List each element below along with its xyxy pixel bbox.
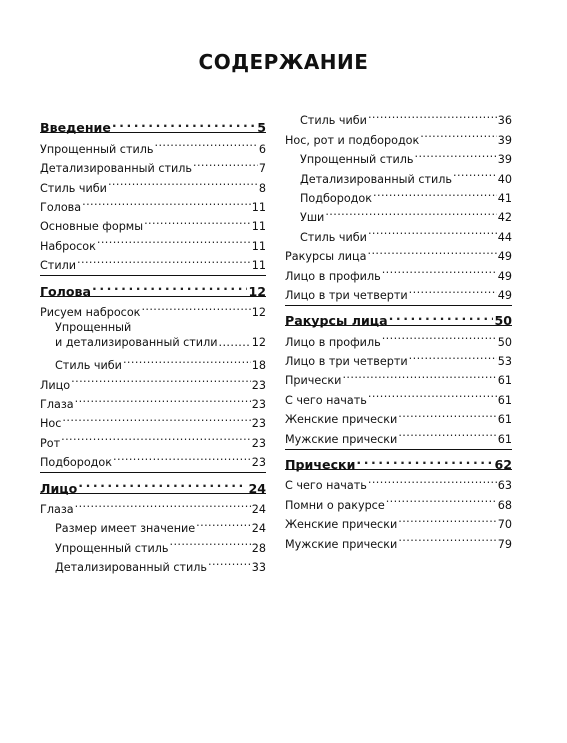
toc-leader-dots	[141, 297, 250, 316]
toc-entry	[285, 260, 512, 283]
toc-entry-label: Лицо в три четверти	[285, 288, 408, 302]
toc-entry-label: Глаза	[40, 398, 74, 412]
toc-leader-dots	[108, 172, 258, 191]
toc-leader-dots	[409, 280, 497, 299]
toc-entry	[40, 192, 266, 214]
toc-page-number: 23	[251, 417, 266, 431]
toc-entry	[40, 447, 266, 470]
toc-page-number: 63	[497, 479, 512, 493]
toc-leader-dots	[398, 404, 497, 423]
toc-page-number: 53	[497, 355, 512, 369]
toc-entry-label: Рот	[40, 436, 61, 450]
toc-leader-dots	[373, 183, 497, 202]
toc-page-number: 8	[258, 181, 266, 195]
toc-section-label: Голова	[40, 283, 92, 299]
toc-subentry	[285, 221, 512, 244]
toc-leader-dots	[368, 470, 497, 489]
toc-entry-label: Детализированный стиль	[40, 162, 193, 176]
toc-leader-dots	[382, 260, 497, 279]
toc-entry	[40, 211, 266, 234]
toc-section-label: Лицо	[40, 480, 78, 496]
toc-section-label: Ракурсы лица	[285, 313, 388, 329]
toc-right-column	[285, 105, 512, 551]
toc-section-heading	[40, 276, 266, 299]
toc-page-number: 50	[494, 313, 512, 329]
toc-leader-dots	[75, 494, 251, 513]
toc-page-number: 11	[251, 220, 266, 234]
toc-entry-label: Стиль чиби	[40, 181, 107, 195]
toc-entry	[285, 384, 512, 407]
toc-page-number: 23	[251, 378, 266, 392]
toc-entry-label: Стиль чиби	[300, 230, 367, 244]
toc-page-number: 39	[497, 153, 512, 167]
toc-entry	[285, 365, 512, 388]
toc-subentry	[285, 202, 512, 225]
toc-leader-dots	[112, 113, 256, 132]
toc-page-number: 36	[497, 114, 512, 128]
toc-page-number: 44	[497, 230, 512, 244]
toc-entry	[285, 528, 512, 551]
toc-subentry	[285, 183, 512, 205]
toc-section-heading	[40, 113, 266, 136]
toc-subentry	[40, 552, 266, 575]
toc-entry-label: Нос	[40, 417, 62, 431]
toc-leader-dots	[169, 532, 250, 551]
toc-leader-dots	[414, 144, 496, 163]
toc-leader-dots	[398, 509, 497, 528]
toc-leader-dots	[61, 427, 251, 446]
toc-leader-dots	[196, 513, 251, 532]
toc-entry-label: С чего начать	[285, 479, 367, 493]
toc-leader-dots	[356, 450, 493, 469]
toc-entry-label: Голова	[40, 200, 82, 214]
toc-leader-dots	[389, 306, 494, 325]
page-title: СОДЕРЖАНИЕ	[198, 50, 369, 74]
toc-entry-label: Помни о ракурсе	[285, 498, 385, 512]
toc-page-number: 28	[251, 541, 266, 555]
toc-page-number: 61	[497, 393, 512, 407]
toc-page-number: 61	[497, 432, 512, 446]
toc-entry-label: С чего начать	[285, 393, 367, 407]
toc-entry	[40, 250, 266, 273]
toc-leader-dots	[382, 326, 497, 345]
toc-entry	[285, 470, 512, 493]
toc-section-label: Прически	[285, 457, 356, 473]
toc-leader-dots	[368, 105, 497, 124]
toc-page-number: 79	[497, 537, 512, 551]
toc-entry-label: Лицо в три четверти	[285, 355, 408, 369]
toc-entry-label: Упрощенный стиль	[55, 541, 169, 555]
toc-section-heading	[285, 450, 512, 473]
toc-page-number: 50	[497, 335, 512, 349]
toc-leader-dots	[113, 447, 251, 466]
toc-leader-dots	[342, 365, 496, 384]
toc-entry	[40, 133, 266, 156]
toc-entry-label: Женские прически	[285, 518, 398, 532]
toc-entry	[40, 153, 266, 176]
toc-entry-label: Детализированный стиль	[300, 172, 453, 186]
toc-page-number: 39	[497, 133, 512, 147]
toc-page-number: 23	[251, 398, 266, 412]
toc-page-number: 23	[251, 436, 266, 450]
toc-leader-dots	[368, 241, 497, 260]
toc-leader-dots	[82, 192, 251, 211]
toc-page-number: 6	[258, 142, 266, 156]
toc-section-heading	[40, 473, 266, 496]
toc-entry-label: Подбородок	[300, 191, 373, 205]
toc-leader-dots	[154, 133, 257, 152]
toc-page-number: 49	[497, 269, 512, 283]
toc-entry	[285, 326, 512, 349]
toc-entry	[285, 124, 512, 147]
toc-page-number: 49	[497, 288, 512, 302]
toc-entry-label: Нос, рот и подбородок	[285, 133, 420, 147]
toc-subentry	[285, 163, 512, 186]
toc-subentry	[285, 144, 512, 167]
toc-entry-label: Лицо	[40, 378, 71, 392]
toc-entry	[40, 297, 266, 319]
toc-page-number: 11	[251, 259, 266, 273]
toc-entry-label: Глаза	[40, 503, 74, 517]
toc-page-number: 33	[251, 561, 266, 575]
toc-page-number: 61	[497, 413, 512, 427]
toc-leader-dots	[78, 473, 247, 492]
toc-page-number: 11	[251, 200, 266, 214]
toc-leader-dots	[123, 350, 251, 369]
toc-entry-label: Детализированный стиль	[55, 561, 208, 575]
toc-leader-dots	[409, 346, 497, 365]
toc-page-number: 41	[497, 191, 512, 205]
toc-entry-label: Уши	[300, 211, 325, 225]
toc-entry	[40, 494, 266, 517]
toc-entry-label: Упрощенный стиль	[40, 142, 154, 156]
toc-entry-label: Лицо в профиль	[285, 269, 381, 283]
toc-page-number: 18	[251, 359, 266, 373]
toc-section-label: Введение	[40, 120, 111, 136]
toc-page-number: 42	[497, 211, 512, 225]
toc-entry	[285, 509, 512, 532]
toc-entry-label: Женские прически	[285, 413, 398, 427]
toc-entry	[285, 489, 512, 512]
toc-entry	[285, 241, 512, 264]
toc-leader-dots	[368, 221, 497, 240]
toc-entry	[40, 389, 266, 412]
toc-leader-dots	[62, 408, 250, 427]
toc-entry-label: Лицо в профиль	[285, 335, 381, 349]
toc-entry-label: Размер имеет значение	[55, 522, 196, 536]
toc-page-number: 61	[497, 374, 512, 388]
toc-leader-dots	[144, 211, 251, 230]
toc-entry	[285, 280, 512, 302]
toc-leader-dots	[420, 124, 496, 143]
toc-subentry	[40, 513, 266, 536]
toc-page-number: 40	[497, 172, 512, 186]
toc-leader-dots	[325, 202, 496, 221]
toc-page-number: 23	[251, 456, 266, 470]
toc-leader-dots	[193, 153, 258, 172]
toc-leader-dots	[77, 250, 251, 269]
toc-subentry	[285, 105, 512, 128]
toc-page-number: 5	[257, 120, 266, 136]
toc-entry-label: Стиль чиби	[300, 114, 367, 128]
toc-entry	[285, 346, 512, 369]
toc-leader-dots	[75, 389, 251, 408]
toc-entry-label: Набросок	[40, 239, 96, 253]
toc-entry-label: Ракурсы лица	[285, 250, 367, 264]
toc-entry	[40, 230, 266, 253]
toc-entry-label: Упрощенный и детализированный стили	[55, 320, 218, 349]
toc-page-number: 11	[251, 239, 266, 253]
toc-page-number: 68	[497, 498, 512, 512]
toc-entry-label: Подбородок	[40, 456, 113, 470]
toc-leader-dots	[97, 230, 251, 249]
toc-page-number: 12	[251, 305, 266, 319]
toc-page-number: 62	[494, 457, 512, 473]
toc-section-heading	[285, 306, 512, 329]
toc-page-number: 12	[251, 335, 266, 349]
toc-entry-label: Мужские прически	[285, 537, 398, 551]
toc-entry-label: Основные формы	[40, 220, 144, 234]
toc-page-number: 24	[251, 522, 266, 536]
toc-leader-dots	[92, 276, 247, 295]
toc-leader-dots	[398, 528, 496, 547]
toc-entry	[40, 172, 266, 195]
toc-entry-label: Упрощенный стиль	[300, 153, 414, 167]
toc-page-number: 7	[258, 162, 266, 176]
toc-entry	[40, 427, 266, 450]
toc-leader-dots	[219, 335, 251, 350]
toc-leader-dots	[398, 423, 496, 442]
toc-entry-label: Рисуем набросок	[40, 305, 141, 319]
toc-subentry	[40, 532, 266, 555]
toc-entry-label: Мужские прически	[285, 432, 398, 446]
toc-page-number: 70	[497, 518, 512, 532]
toc-page-number: 12	[248, 283, 266, 299]
toc-entry-label: Прически	[285, 374, 342, 388]
toc-subentry	[40, 350, 266, 373]
toc-leader-dots	[71, 369, 251, 388]
toc-entry	[40, 369, 266, 392]
toc-entry	[285, 423, 512, 446]
toc-entry	[285, 404, 512, 427]
toc-left-column	[40, 113, 266, 575]
toc-leader-dots	[368, 384, 497, 403]
toc-leader-dots	[208, 552, 251, 571]
toc-page-number: 24	[251, 503, 266, 517]
toc-entry	[40, 408, 266, 431]
toc-entry-label: Стили	[40, 259, 77, 273]
toc-page-number: 24	[248, 480, 266, 496]
toc-leader-dots	[453, 163, 497, 182]
toc-page-number: 49	[497, 250, 512, 264]
toc-leader-dots	[386, 489, 497, 508]
toc-entry-label: Стиль чиби	[55, 359, 122, 373]
